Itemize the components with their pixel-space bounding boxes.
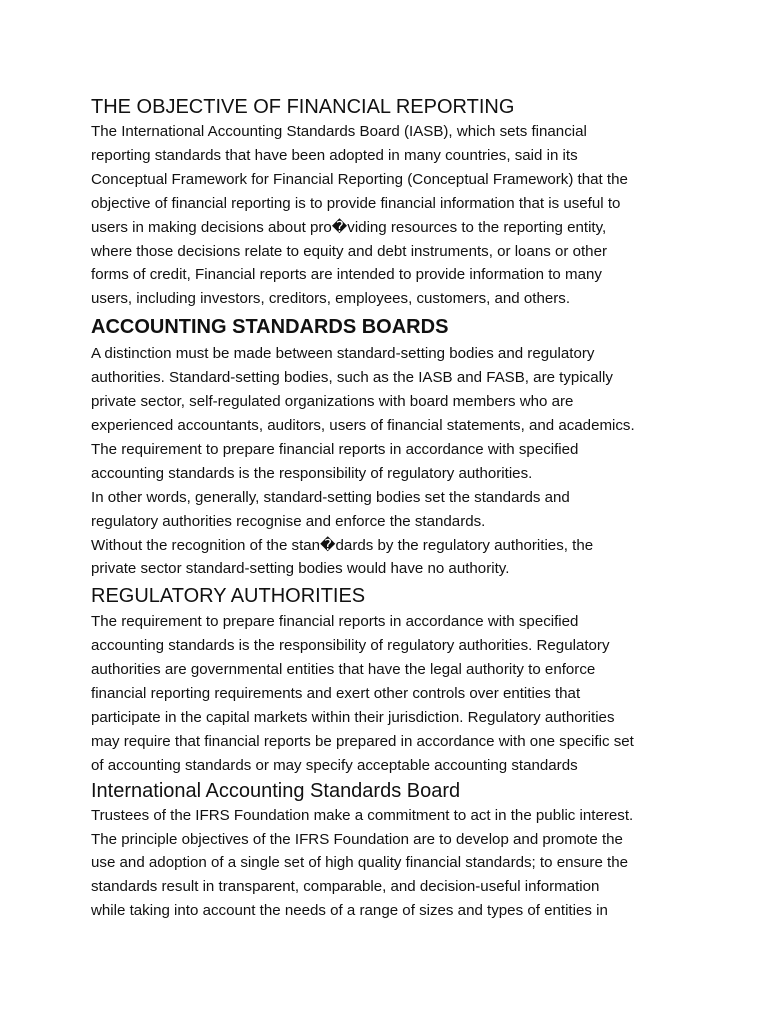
paragraph-line: authorities are governmental entities that have the legal authority to enforce [91, 661, 596, 679]
paragraph-line: standards result in transparent, comparable, and decision-useful information [91, 878, 600, 896]
section-body-iasb [91, 804, 691, 924]
paragraph-line: The requirement to prepare financial reports in accordance with specified [91, 613, 579, 631]
section-heading-iasb: International Accounting Standards Board [91, 779, 461, 802]
paragraph-line: Conceptual Framework for Financial Reporting (Conceptual Framework) that the [91, 170, 628, 188]
paragraph-line: accounting standards is the responsibility of regulatory authorities. [91, 464, 533, 482]
paragraph-line: Without the recognition of the stan�dards by the regulatory authorities, the [91, 536, 594, 554]
paragraph-line: Trustees of the IFRS Foundation make a commitment to act in the public interest. [91, 806, 634, 824]
paragraph-line: private sector standard-setting bodies would have no authority. [91, 560, 510, 578]
section-heading-regulatory-authorities: REGULATORY AUTHORITIES [91, 585, 366, 608]
paragraph-line: while taking into account the needs of a range of sizes and types of entities in [91, 902, 608, 920]
paragraph-line: forms of credit, Financial reports are intended to provide information to many [91, 266, 602, 284]
paragraph-line: private sector, self-regulated organizations with board members who are [91, 393, 574, 411]
paragraph-line: accounting standards is the responsibility of regulatory authorities. Regulatory [91, 637, 610, 655]
paragraph-line: may require that financial reports be prepared in accordance with one specific set [91, 732, 634, 750]
paragraph-line: where those decisions relate to equity and debt instruments, or loans or other [91, 242, 607, 260]
document-page [91, 94, 691, 923]
paragraph-line: regulatory authorities recognise and enforce the standards. [91, 512, 486, 530]
paragraph-line: of accounting standards or may specify acceptable accounting standards [91, 756, 578, 774]
paragraph-line: participate in the capital markets within their jurisdiction. Regulatory authorities [91, 708, 615, 726]
section-heading-objective: THE OBJECTIVE OF FINANCIAL REPORTING [91, 96, 515, 118]
paragraph-line: The principle objectives of the IFRS Foundation are to develop and promote the [91, 830, 623, 848]
paragraph-line: users in making decisions about pro�viding resources to the reporting entity, [91, 218, 607, 236]
section-body-regulatory-authorities [91, 610, 691, 777]
section-heading-standards-boards: ACCOUNTING STANDARDS BOARDS [91, 316, 449, 339]
section-body-objective [91, 120, 691, 311]
paragraph-line: experienced accountants, auditors, users of financial statements, and academics. [91, 416, 635, 434]
paragraph-line: use and adoption of a single set of high quality financial standards; to ensure the [91, 854, 629, 872]
section-body-standards-boards [91, 342, 691, 581]
paragraph-line: financial reporting requirements and exert other controls over entities that [91, 685, 581, 703]
paragraph-line: authorities. Standard-setting bodies, such as the IASB and FASB, are typically [91, 369, 613, 387]
paragraph-line: users, including investors, creditors, employees, customers, and others. [91, 290, 571, 308]
paragraph-line: The requirement to prepare financial reports in accordance with specified [91, 440, 579, 458]
paragraph-line: The International Accounting Standards Board (IASB), which sets financial [91, 123, 587, 140]
paragraph-line: In other words, generally, standard-setting bodies set the standards and [91, 488, 570, 506]
paragraph-line: A distinction must be made between standard-setting bodies and regulatory [91, 345, 595, 363]
paragraph-line: reporting standards that have been adopted in many countries, said in its [91, 146, 578, 164]
paragraph-line: objective of financial reporting is to provide financial information that is useful to [91, 194, 621, 212]
